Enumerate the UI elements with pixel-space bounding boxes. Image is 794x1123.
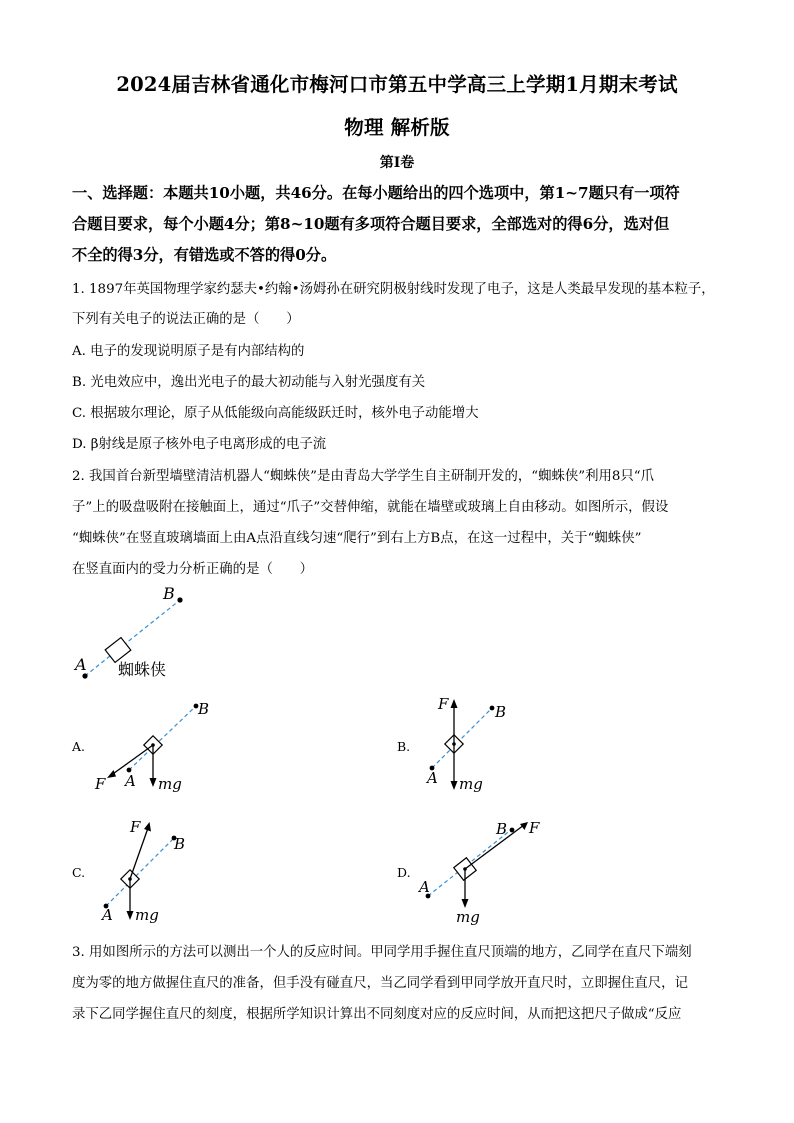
q1-option-d: D. β射线是原子核外电子电离形成的电子流 <box>72 437 327 452</box>
q2-stem-line2: 子”上的吸盘吸附在接触面上，通过“爪子”交替伸缩，就能在墙壁或玻璃上自由移动。如图所示，假设 <box>72 500 669 515</box>
q3-stem-line3: 录下乙同学握住直尺的刻度，根据所学知识计算出不同刻度对应的反应时间，从而把这把尺子做成“反应 <box>72 1007 682 1022</box>
f-arrow <box>465 825 524 869</box>
q1-option-a: A. 电子的发现说明原子是有内部结构的 <box>72 344 305 359</box>
svg-text:mg: mg <box>459 775 483 793</box>
svg-text:mg: mg <box>456 908 480 926</box>
q2-stem-line1: 2. 我国首台新型墙壁清洁机器人“蜘蛛侠”是由青岛大学学生自主研制开发的，“蜘蛛侠”利用8只“爪 <box>72 469 655 484</box>
point-b-dot <box>510 828 515 833</box>
svg-text:B: B <box>495 703 507 721</box>
svg-text:F: F <box>529 819 540 837</box>
svg-text:F: F <box>95 775 106 793</box>
q2-main-figure <box>60 580 220 690</box>
svg-text:A: A <box>427 769 438 787</box>
q3-stem-line1: 3. 用如图所示的方法可以测出一个人的反应时间。甲同学用手握住直尺顶端的地方，乙同学在直尺下端刻 <box>72 945 692 960</box>
section-instructions-line2: 合题目要求，每个小题4分；第8~10题有多项符合题目要求，全部选对的得6分，选对但 <box>72 215 670 233</box>
svg-text:B: B <box>174 835 186 853</box>
point-a-dot <box>82 673 87 678</box>
q2-stem-line4: 在竖直面内的受力分析正确的是（ ） <box>72 562 314 577</box>
q2-option-c-letter: C. <box>72 865 86 880</box>
label-b: B <box>163 584 175 603</box>
svg-text:F: F <box>438 695 449 713</box>
paper-subtitle: 物理 解析版 <box>344 116 450 139</box>
svg-text:A: A <box>125 772 136 790</box>
svg-text:A: A <box>102 906 113 924</box>
point-b-dot <box>490 706 495 711</box>
robot-box-icon <box>105 638 131 663</box>
q2-stem-line3: “蜘蛛侠”在竖直玻璃墙面上由A点沿直线匀速“爬行”到右上方B点，在这一过程中，关于“蜘蛛侠” <box>72 531 642 546</box>
svg-text:mg: mg <box>135 906 159 924</box>
q2-option-a-figure <box>88 694 228 804</box>
q1-option-b: B. 光电效应中，逸出光电子的最大初动能与入射光强度有关 <box>72 375 426 390</box>
section-instructions-line3: 不全的得3分，有错选或不答的得0分。 <box>72 246 337 264</box>
svg-text:B: B <box>198 700 210 718</box>
svg-text:F: F <box>130 818 141 836</box>
svg-text:A: A <box>419 878 430 896</box>
section-instructions-line1: 一、选择题：本题共10小题，共46分。在每小题给出的四个选项中，第1~7题只有一项符 <box>72 184 680 202</box>
q3-stem-line2: 度为零的地方做握住直尺的准备，但手没有碰直尺，当乙同学看到甲同学放开直尺时，立即握住直尺，记 <box>72 976 688 991</box>
q2-option-b-figure <box>412 690 552 800</box>
paper-title: 2024届吉林省通化市梅河口市第五中学高三上学期1月期末考试 <box>116 73 678 96</box>
q2-option-a-letter: A. <box>72 739 86 754</box>
label-a: A <box>75 655 87 674</box>
svg-text:mg: mg <box>158 775 182 793</box>
q1-stem-line2: 下列有关电子的说法正确的是（ ） <box>72 312 300 327</box>
svg-text:B: B <box>496 820 508 838</box>
q2-option-d-figure <box>412 812 562 927</box>
point-b-dot <box>177 597 182 602</box>
q2-option-b-letter: B. <box>397 739 411 754</box>
q2-option-d-letter: D. <box>397 865 411 880</box>
volume-label: 第Ⅰ卷 <box>379 155 415 171</box>
robot-label: 蜘蛛侠 <box>118 660 167 679</box>
q1-option-c: C. 根据玻尔理论，原子从低能级向高能级跃迁时，核外电子动能增大 <box>72 406 479 421</box>
q2-option-c-figure <box>92 812 232 927</box>
q1-stem-line1: 1. 1897年英国物理学家约瑟夫•约翰•汤姆孙在研究阴极射线时发现了电子，这是人类最早发现的基本粒子， <box>72 282 715 297</box>
